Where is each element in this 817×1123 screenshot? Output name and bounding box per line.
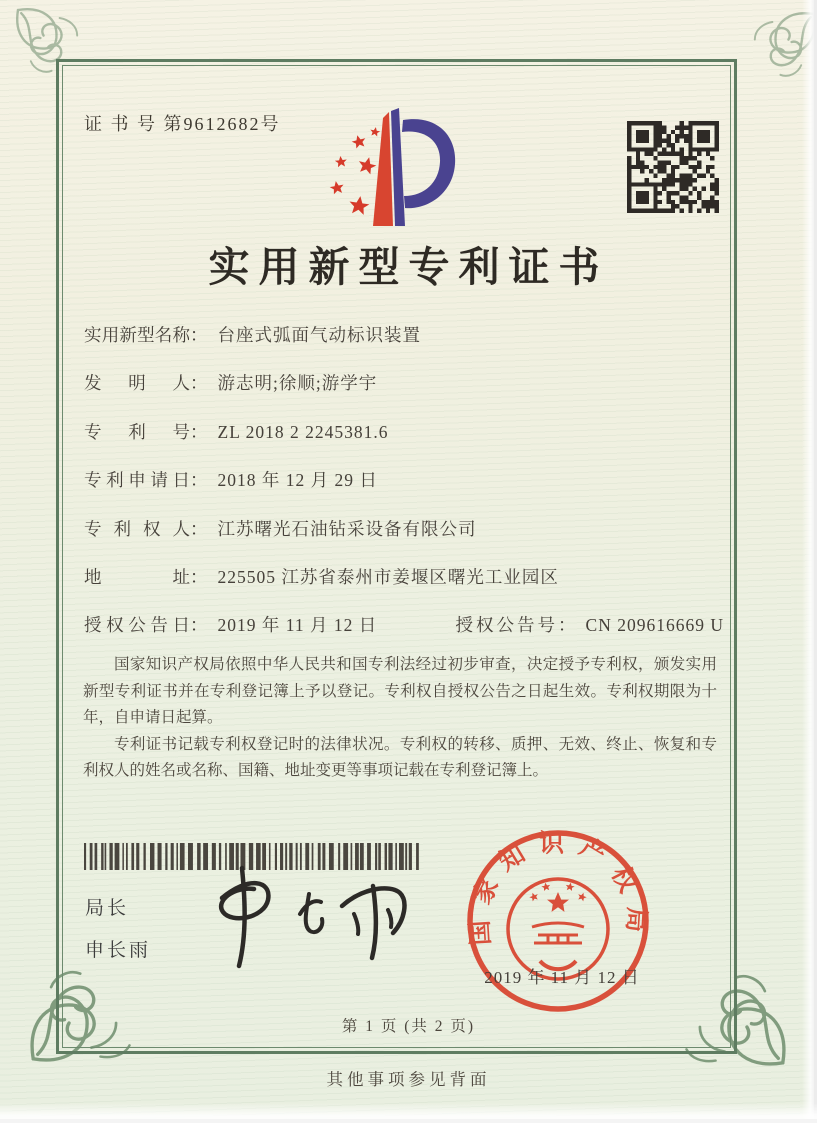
qr-code [627,121,719,213]
signer-name: 申长雨 [85,940,152,961]
legal-paragraph-1: 国家知识产权局依照中华人民共和国专利法经过初步审查，决定授予专利权，颁发实用新型专利证书并在专利登记簿上予以登记。专利权自授权公告之日起生效。专利权期限为十年，自申请日起算。 [83,656,717,726]
colon: ： [190,373,208,394]
field-value: 江苏曙光石油钻采设备有限公司 [217,518,477,539]
legal-text [83,652,717,785]
grant-pub-value: CN 209616669 U [585,615,724,636]
field-value: ZL 2018 2 2245381.6 [217,421,389,442]
colon: ： [190,518,208,539]
signer-block [85,893,151,962]
colon: ： [190,566,208,587]
field-value: 游志明;徐顺;游学宇 [217,373,378,394]
grant-pub-label: 授权公告号 [455,615,559,636]
field-value: 2018 年 12 月 29 日 [217,470,378,491]
field-list [84,322,724,661]
field-row-inventor [84,370,724,418]
signer-title: 局长 [85,898,130,919]
field-label: 专利申请日 [84,470,190,491]
colon: ： [558,615,576,636]
scan-edge-right [802,0,817,1123]
field-label: 专利号 [84,421,190,442]
scan-edge-bottom [0,1103,817,1123]
field-label: 授权公告日 [84,615,190,636]
back-note: 其他事项参见背面 [326,1070,491,1089]
certificate-title: 实用新型专利证书 [208,244,609,290]
field-row-address [84,564,724,612]
field-row-patentee [84,516,724,564]
field-value: 225505 江苏省泰州市姜堰区曙光工业园区 [217,566,559,587]
field-row-patent-no [84,419,724,467]
seal-date: 2019 年 11 月 12 日 [484,968,640,987]
page-info: 第 1 页 (共 2 页) [341,1018,476,1035]
field-label: 地址 [84,566,190,587]
field-value: 2019 年 11 月 12 日 [217,615,378,636]
cnipa-patent-logo-icon [323,106,475,234]
field-label: 发明人 [84,373,190,394]
colon: ： [190,470,208,491]
legal-paragraph-2: 专利证书记载专利权登记时的法律状况。专利权的转移、质押、无效、终止、恢复和专利权人的姓名或名称、国籍、地址变更等事项记载在专利登记簿上。 [83,735,717,779]
colon: ： [190,325,208,345]
colon: ： [190,421,208,442]
colon: ： [190,615,208,636]
field-value: 台座式弧面气动标识装置 [217,325,421,345]
certificate-number: 证 书 号 第9612682号 [84,114,281,134]
field-label: 实用新型名称 [84,325,190,345]
director-signature [192,858,428,976]
seal-agency-text: 国家知识产权局 [466,830,650,947]
field-label: 专利权人 [84,518,190,539]
field-row-filing-date [84,467,724,515]
field-row-name [84,322,724,370]
